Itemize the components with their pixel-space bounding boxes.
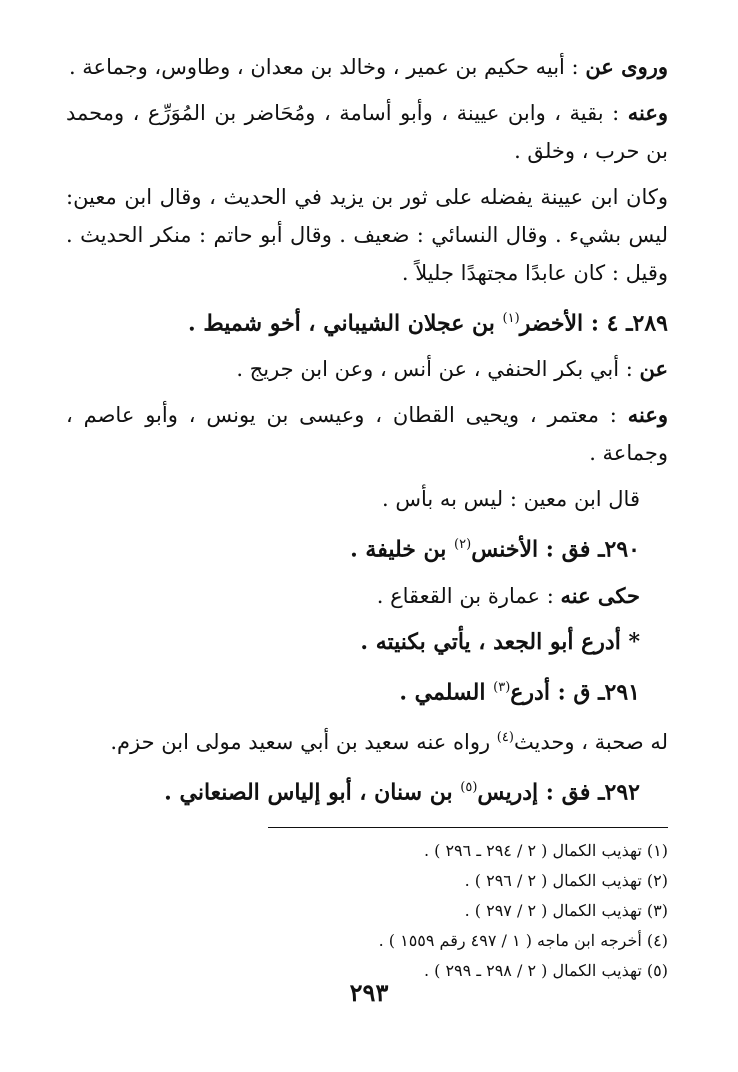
footnote-ref: (٢): [454, 537, 472, 553]
footnote-item: (٢) تهذيب الكمال ( ٢ / ٢٩٦ ) .: [464, 871, 668, 891]
paragraph-text: : أبي بكر الحنفي ، عن أنس ، وعن ابن جريج .: [236, 357, 640, 382]
footnote-item: (١) تهذيب الكمال ( ٢ / ٢٩٤ ـ ٢٩٦ ) .: [423, 841, 668, 861]
entry-name: بن خليفة .: [350, 536, 455, 563]
paragraph-narrators: [66, 396, 668, 472]
paragraph-text: : بقية ، وابن عيينة ، وأبو أسامة ، ومُحَاضر بن المُوَرِّع ، ومحمد بن حرب ، وخلق .: [66, 101, 668, 163]
page-number: ٢٩٣: [349, 978, 389, 1007]
entry-heading-290: [66, 526, 668, 568]
entry-number: ٢٩٠ـ فق : الأخنس: [471, 536, 640, 563]
footnote-ref: (٥): [460, 779, 478, 795]
paragraph-text: : عمارة بن القعقاع .: [376, 583, 561, 608]
footnote-ref: (١): [502, 311, 520, 326]
entry-number: ٢٨٩ـ ٤ : الأخضر: [519, 310, 668, 337]
entry-heading-292: [66, 769, 668, 811]
paragraph-text: له صحبة ، وحديث: [513, 729, 668, 754]
footnotes: [66, 836, 668, 986]
footnote-item: (٤) أخرجه ابن ماجه ( ١ / ٤٩٧ رقم ١٥٥٩ ) .: [378, 931, 668, 951]
paragraph-text: : معتمر ، ويحيى القطان ، وعيسى بن يونس ، وأبو عاصم ، وجماعة .: [66, 403, 668, 466]
paragraph-text: رواه عنه سعيد بن أبي سعيد مولى ابن حزم.: [110, 729, 497, 754]
paragraph-text: قال ابن معين : ليس به بأس .: [381, 487, 640, 512]
paragraph-narrated-from: [66, 48, 668, 86]
entry-name: السلمي .: [399, 678, 494, 705]
paragraph-lead: وروى عن: [585, 54, 668, 79]
entry-heading-291: [66, 669, 668, 711]
cross-reference-text: * أدرع أبو الجعد ، يأتي بكنيته .: [360, 628, 640, 655]
paragraph-text: وكان ابن عيينة يفضله على ثور بن يزيد في الحديث ، وقال ابن معين: ليس بشيء . وقال النسائي : ضعيف . وقال أبو حاتم : منكر الحديث . وقيل : كان عابدًا مجتهدًا جليلاً .: [66, 185, 668, 285]
paragraph-lead: وعنه: [627, 100, 668, 125]
footnote-ref: (٤): [496, 729, 514, 745]
entry-name: بن سنان ، أبو إلياس الصنعاني .: [164, 779, 461, 806]
entry-number: ٢٩١ـ ق : أدرع: [510, 678, 640, 705]
paragraph-lead: حكى عنه: [560, 582, 640, 608]
entry-name: بن عجلان الشيباني ، أخو شميط .: [188, 310, 503, 337]
paragraph-companion: [66, 719, 668, 761]
paragraph-assessment: [66, 480, 668, 518]
paragraph-lead: عن: [639, 356, 668, 382]
footnote-divider: [268, 827, 668, 828]
paragraph-narrators: [66, 94, 668, 170]
footnote-ref: (٣): [493, 679, 511, 695]
cross-reference: [66, 623, 668, 661]
paragraph-lead: وعنه: [627, 402, 668, 428]
footnote-item: (٣) تهذيب الكمال ( ٢ / ٢٩٧ ) .: [464, 901, 668, 921]
footnote-item: (٥) تهذيب الكمال ( ٢ / ٢٩٨ ـ ٢٩٩ ) .: [423, 961, 668, 981]
paragraph-text: : أبيه حكيم بن عمير ، وخالد بن معدان ، وطاوس، وجماعة .: [68, 55, 586, 79]
paragraph-narrators: [66, 577, 668, 615]
paragraph-assessment: [66, 178, 668, 292]
paragraph-narrated-from: [66, 350, 668, 388]
entry-number: ٢٩٢ـ فق : إدريس: [477, 779, 640, 806]
entry-heading-289: [66, 300, 668, 342]
